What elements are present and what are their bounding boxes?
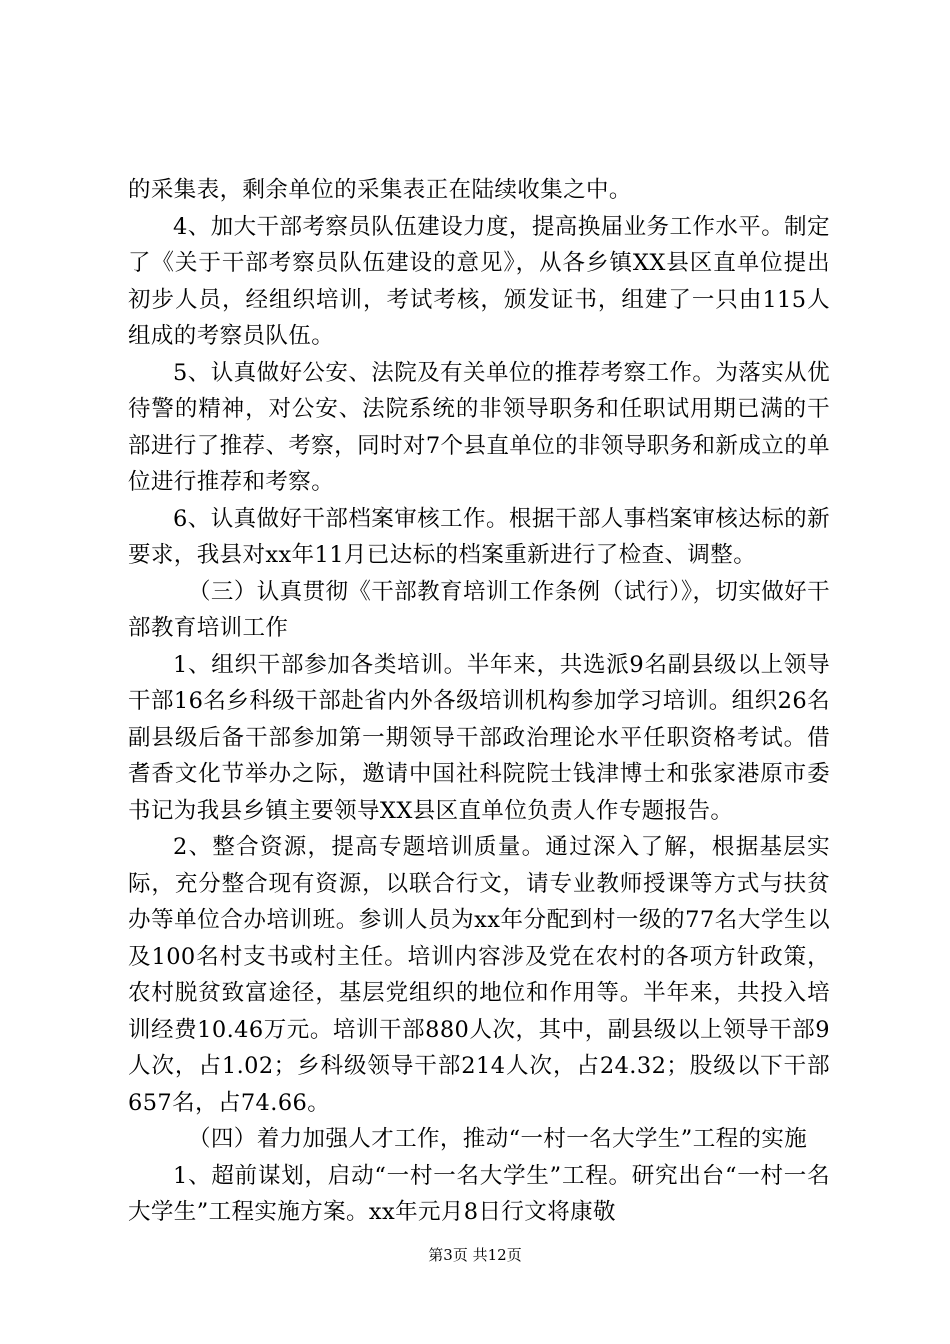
paragraph-training-1: 1、组织干部参加各类培训。半年来，共选派9名副县级以上领导干部16名乡科级干部赴省内外各级培训机构参加学习培训。组织26名副县级后备干部参加第一期领导干部政治理论水平任职资格考试。借耆香文化节举办之际，邀请中国社科院院士钱津博士和张家港原市委书记为我县乡镇主要领导XX县区直单位负责人作专题报告。 (128, 651, 830, 824)
document-body (128, 172, 830, 1231)
paragraph-training-2: 2、整合资源，提高专题培训质量。通过深入了解，根据基层实际，充分整合现有资源，以联合行文，请专业教师授课等方式与扶贫办等单位合办培训班。参训人员为xx年分配到村一级的77名大学生以及100名村支书或村主任。培训内容涉及党在农村的各项方针政策，农村脱贫致富途径，基层党组织的地位和作用等。半年来，共投入培训经费10.46万元。培训干部880人次，其中，副县级以上领导干部9人次，占1.02；乡科级领导干部214人次，占24.32；股级以下干部657名，占74.66。 (128, 834, 830, 1116)
paragraph-item-5: 5、认真做好公安、法院及有关单位的推荐考察工作。为落实从优待警的精神，对公安、法院系统的非领导职务和任职试用期已满的干部进行了推荐、考察，同时对7个县直单位的非领导职务和新成立的单位进行推荐和考察。 (128, 359, 830, 495)
section-heading-4: （四）着力加强人才工作，推动“一村一名大学生”工程的实施 (188, 1126, 808, 1152)
paragraph-continuation: 的采集表，剩余单位的采集表正在陆续收集之中。 (128, 177, 632, 203)
paragraph-item-6: 6、认真做好干部档案审核工作。根据干部人事档案审核达标的新要求，我县对xx年11月已达标的档案重新进行了检查、调整。 (128, 505, 830, 568)
paragraph-item-4: 4、加大干部考察员队伍建设力度，提高换届业务工作水平。制定了《关于干部考察员队伍建设的意见》，从各乡镇XX县区直单位提出初步人员，经组织培训，考试考核，颁发证书，组建了一只由115人组成的考察员队伍。 (128, 213, 830, 349)
page-footer: 第3页 共12页 (428, 1246, 522, 1264)
paragraph-talent-1: 1、超前谋划，启动“一村一名大学生”工程。研究出台“一村一名大学生”工程实施方案。xx年元月8日行文将康敬 (128, 1162, 830, 1225)
section-heading-3: （三）认真贯彻《干部教育培训工作条例（试行）》，切实做好干部教育培训工作 (128, 578, 830, 641)
